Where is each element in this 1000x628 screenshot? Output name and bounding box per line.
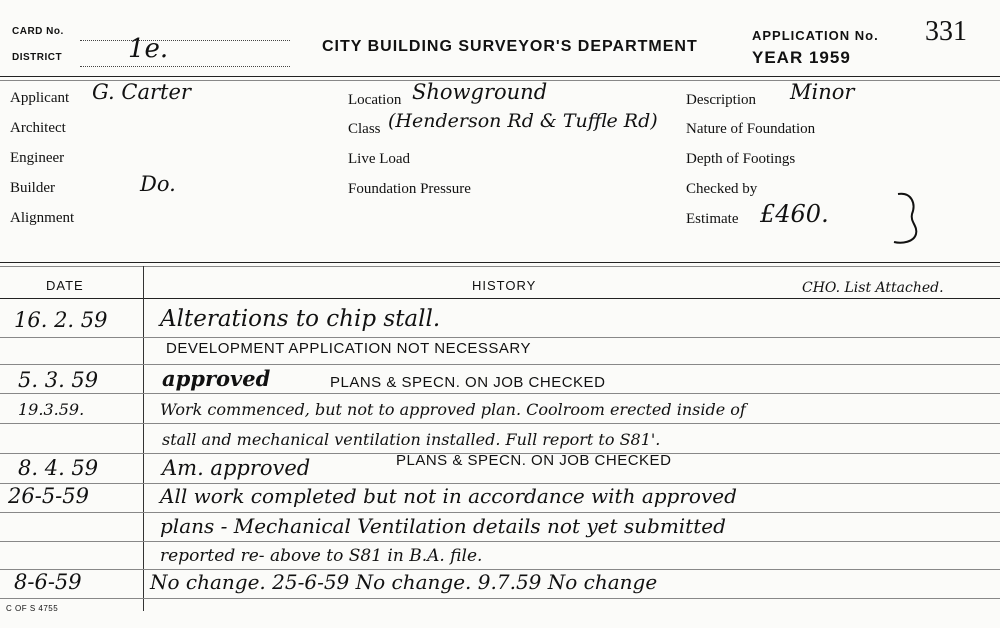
header-rule bbox=[0, 76, 1000, 77]
row-text: reported re- above to S81 in B.A. file. bbox=[160, 546, 483, 566]
depth-label: Depth of Footings bbox=[686, 151, 796, 167]
row-date: 16. 2. 59 bbox=[14, 308, 108, 332]
row-date: 5. 3. 59 bbox=[18, 368, 99, 392]
rule-line bbox=[0, 512, 1000, 513]
district-value: 1e. bbox=[128, 34, 169, 64]
live-load-label: Live Load bbox=[348, 151, 411, 167]
date-header: DATE bbox=[46, 278, 84, 293]
card-no-line bbox=[80, 40, 290, 41]
row-date: 8. 4. 59 bbox=[18, 456, 99, 480]
history-header: HISTORY bbox=[472, 278, 537, 293]
row-text: stall and mechanical ventilation installed. Full report to S81'. bbox=[162, 430, 661, 449]
row-text: No change. 25-6-59 No change. 9.7.59 No change bbox=[150, 570, 658, 594]
row-text: All work completed but not in accordance with approved bbox=[160, 484, 737, 508]
class-value: (Henderson Rd & Tuffle Rd) bbox=[388, 110, 658, 132]
district-label: DISTRICT bbox=[12, 52, 63, 63]
row-date: 19.3.59. bbox=[18, 400, 85, 419]
row-text: approved bbox=[162, 366, 271, 391]
row-stamp: PLANS & SPECN. ON JOB CHECKED bbox=[330, 374, 606, 391]
rule-line bbox=[0, 337, 1000, 338]
estimate-label: Estimate bbox=[686, 211, 739, 227]
table-top-rule bbox=[0, 262, 1000, 263]
header-bottom-rule bbox=[0, 298, 1000, 299]
engineer-label: Engineer bbox=[10, 150, 65, 166]
class-label: Class bbox=[348, 121, 381, 137]
row-text: plans - Mechanical Ventilation details not yet submitted bbox=[160, 514, 726, 538]
table-top-rule-2 bbox=[0, 266, 1000, 267]
applicant-label: Applicant bbox=[10, 90, 70, 106]
row-date: 8-6-59 bbox=[14, 570, 82, 594]
district-line bbox=[80, 66, 290, 67]
application-no: 331 bbox=[925, 16, 967, 47]
alignment-label: Alignment bbox=[10, 210, 75, 226]
nature-label: Nature of Foundation bbox=[686, 121, 816, 137]
date-column-divider bbox=[143, 266, 144, 611]
checked-label: Checked by bbox=[686, 181, 758, 197]
rule-line bbox=[0, 423, 1000, 424]
row-stamp: PLANS & SPECN. ON JOB CHECKED bbox=[396, 452, 672, 469]
estimate-value: £460. bbox=[760, 200, 829, 228]
bracket-mark bbox=[890, 190, 930, 250]
row-text: Alterations to chip stall. bbox=[160, 306, 441, 332]
row-stamp: DEVELOPMENT APPLICATION NOT NECESSARY bbox=[166, 340, 531, 357]
architect-label: Architect bbox=[10, 120, 66, 136]
builder-label: Builder bbox=[10, 180, 55, 196]
card-no-label: CARD No. bbox=[12, 26, 64, 37]
form-code: C OF S 4755 bbox=[6, 604, 59, 613]
rule-line bbox=[0, 541, 1000, 542]
row-text: Work commenced, but not to approved plan. Coolroom erected inside of bbox=[160, 400, 746, 419]
application-no-label: APPLICATION No. bbox=[752, 28, 879, 43]
foundation-pressure-label: Foundation Pressure bbox=[348, 181, 471, 197]
applicant-value: G. Carter bbox=[92, 80, 191, 104]
rule-line bbox=[0, 364, 1000, 365]
department-title: CITY BUILDING SURVEYOR'S DEPARTMENT bbox=[322, 38, 698, 55]
builder-value: Do. bbox=[140, 172, 176, 196]
location-value: Showground bbox=[412, 80, 548, 104]
attached-note: CHO. List Attached. bbox=[802, 280, 944, 296]
year: YEAR 1959 bbox=[752, 48, 851, 67]
description-label: Description bbox=[686, 92, 756, 108]
rule-line bbox=[0, 598, 1000, 599]
row-text: Am. approved bbox=[162, 456, 311, 480]
location-label: Location bbox=[348, 92, 402, 108]
description-value: Minor bbox=[790, 80, 855, 104]
row-date: 26-5-59 bbox=[8, 484, 89, 508]
rule-line bbox=[0, 393, 1000, 394]
